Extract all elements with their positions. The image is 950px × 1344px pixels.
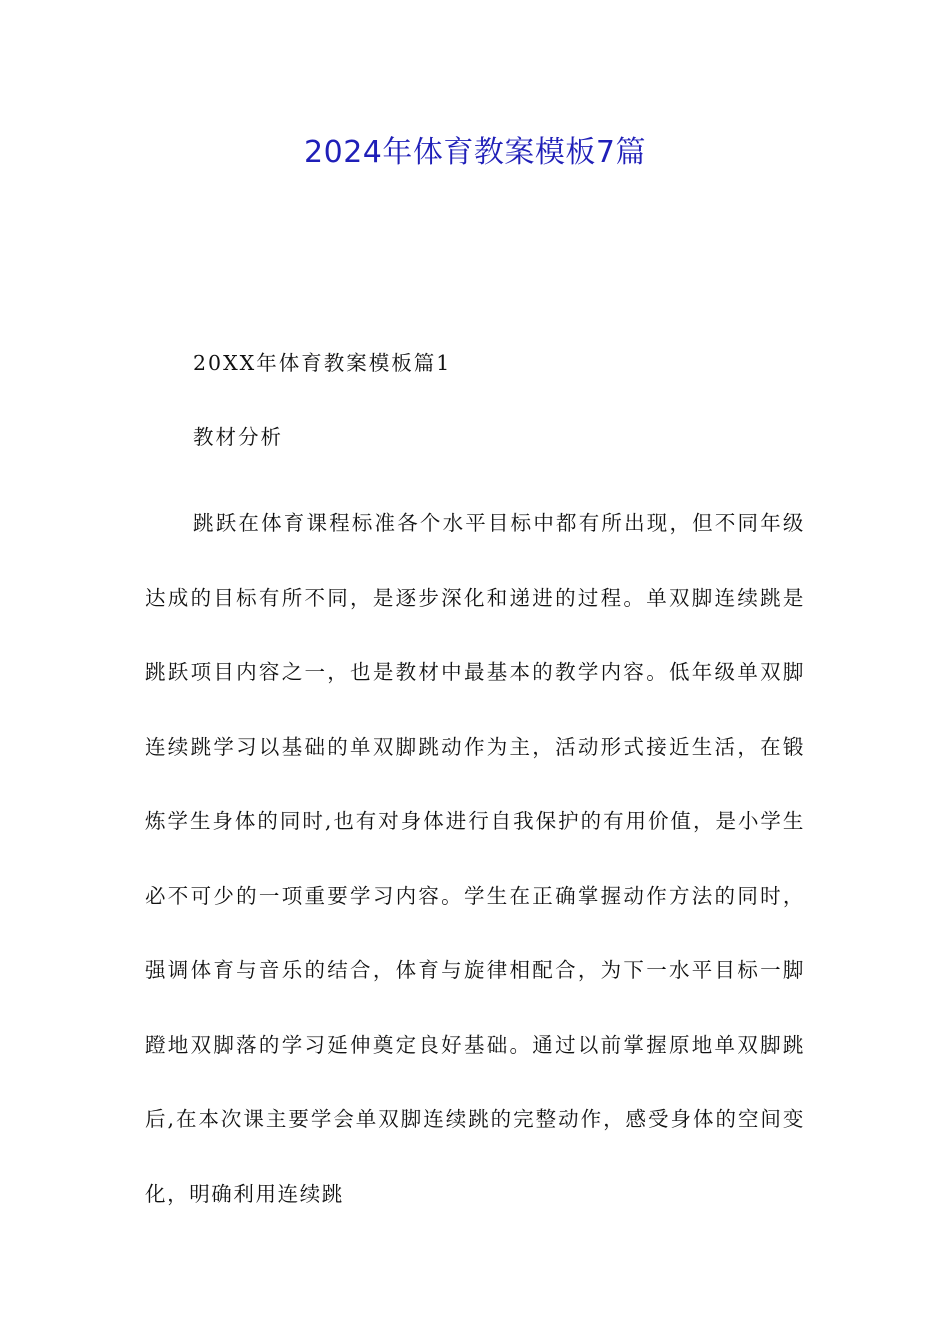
subheading-material-analysis: 教材分析 xyxy=(193,425,283,449)
body-paragraph: 跳跃在体育课程标准各个水平目标中都有所出现，但不同年级达成的目标有所不同，是逐步深化和递进的过程。单双脚连续跳是跳跃项目内容之一，也是教材中最基本的教学内容。低年级单双脚连续跳学习以基础的单双脚跳动作为主，活动形式接近生活，在锻炼学生身体的同时,也有对身体进行自我保护的有用价值，是小学生必不可少的一项重要学习内容。学生在正确掌握动作方法的同时，强调体育与音乐的结合，体育与旋律相配合，为下一水平目标一脚蹬地双脚落的学习延伸奠定良好基础。通过以前掌握原地单双脚跳后,在本次课主要学会单双脚连续跳的完整动作，感受身体的空间变化，明确利用连续跳 xyxy=(145,511,805,1206)
document-title: 2024年体育教案模板7篇 xyxy=(304,135,646,170)
section-title: 20XX年体育教案模板篇1 xyxy=(193,351,452,375)
document-body xyxy=(145,338,805,1231)
